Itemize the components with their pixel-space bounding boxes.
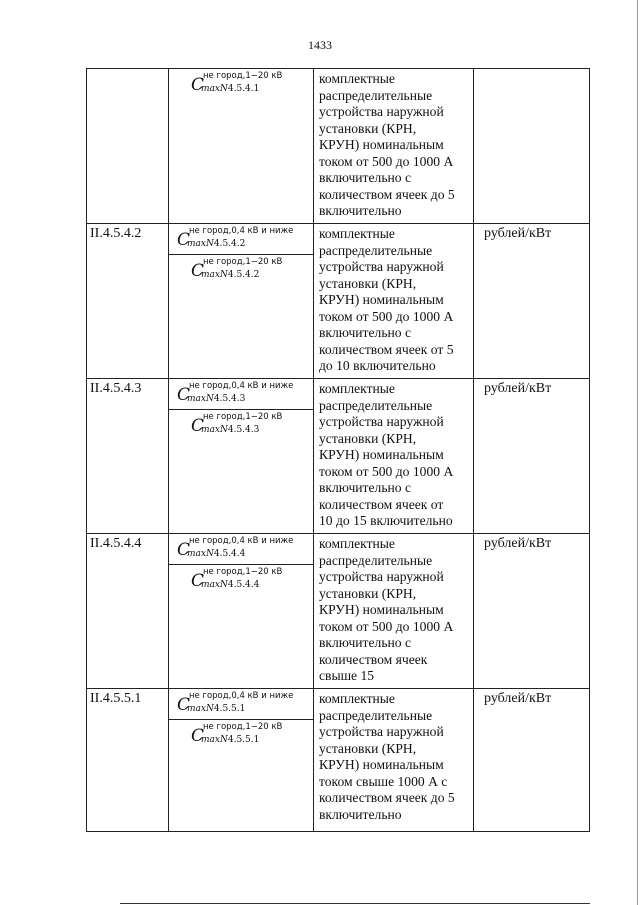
description-line: током от 500 до 1000 А bbox=[319, 308, 454, 324]
description-line: количеством ячеек от 5 bbox=[319, 341, 454, 357]
formula-subscript: maxN4.5.4.4 bbox=[201, 580, 260, 590]
formula-symbol: C bbox=[191, 416, 205, 436]
description-line: количеством ячеек до 5 bbox=[319, 186, 455, 202]
description-line: распределительные bbox=[319, 552, 433, 568]
row-unit: рублей/кВт bbox=[474, 689, 590, 832]
table-row bbox=[87, 69, 590, 224]
description-line: комплектные bbox=[319, 381, 395, 396]
description-line: КРУН) номинальным bbox=[319, 602, 444, 617]
description-line: включительно bbox=[319, 203, 402, 218]
row-code: II.4.5.4.2 bbox=[87, 224, 169, 379]
description-line: устройства наружной bbox=[319, 259, 444, 274]
table-row bbox=[87, 379, 590, 534]
description-line: включительно с bbox=[319, 480, 412, 495]
formula-cell bbox=[169, 224, 314, 379]
formula-superscript: не город,0,4 кВ и ниже bbox=[189, 226, 294, 236]
formula-subscript: maxN4.5.4.3 bbox=[187, 394, 246, 404]
description-line: распределительные bbox=[319, 707, 433, 723]
description-line: установки (КРН, bbox=[319, 120, 417, 136]
formula-superscript: не город,1−20 кВ bbox=[203, 71, 283, 81]
description-line: количеством ячеек от bbox=[319, 496, 444, 512]
description-line: включительно с bbox=[319, 635, 412, 650]
formula-subscript: maxN4.5.4.1 bbox=[201, 84, 260, 94]
formula-subscript: maxN4.5.4.2 bbox=[201, 270, 260, 280]
table-row bbox=[87, 534, 590, 689]
description-line: КРУН) номинальным bbox=[319, 292, 444, 307]
formula-symbol: C bbox=[177, 385, 191, 405]
description-line: током свыше 1000 А с bbox=[319, 773, 448, 789]
description-line: распределительные bbox=[319, 242, 433, 258]
formula bbox=[169, 69, 313, 99]
row-description bbox=[314, 379, 474, 534]
description-line: устройства наружной bbox=[319, 414, 444, 429]
description-line: устройства наружной bbox=[319, 569, 444, 584]
formula-symbol: C bbox=[177, 540, 191, 560]
description-line: током от 500 до 1000 А bbox=[319, 463, 454, 479]
description-line: включительно с bbox=[319, 325, 412, 340]
table-row bbox=[87, 689, 590, 832]
description-line: током от 500 до 1000 А bbox=[319, 153, 454, 169]
scan-artifact-line bbox=[637, 0, 638, 905]
description-line: до 10 включительно bbox=[319, 358, 436, 373]
formula-subscript: maxN4.5.4.2 bbox=[187, 239, 246, 249]
formula-cell bbox=[169, 69, 314, 224]
formula-cell bbox=[169, 379, 314, 534]
description-line: количеством ячеек до 5 bbox=[319, 790, 455, 805]
description-line: установки (КРН, bbox=[319, 275, 417, 291]
row-unit: рублей/кВт bbox=[474, 224, 590, 379]
formula bbox=[169, 224, 313, 254]
formula-subscript: maxN4.5.5.1 bbox=[187, 704, 246, 714]
description-line: включительно bbox=[319, 806, 402, 822]
description-line: включительно с bbox=[319, 170, 412, 185]
description-line: током от 500 до 1000 А bbox=[319, 618, 454, 634]
description-line: устройства наружной bbox=[319, 724, 444, 739]
description-line: установки (КРН, bbox=[319, 585, 417, 601]
description-line: количеством ячеек bbox=[319, 651, 428, 667]
row-unit bbox=[474, 69, 590, 224]
formula bbox=[169, 379, 313, 409]
tariff-table bbox=[86, 68, 590, 832]
description-line: 10 до 15 включительно bbox=[319, 513, 453, 528]
formula-superscript: не город,1−20 кВ bbox=[203, 412, 283, 422]
description-line: КРУН) номинальным bbox=[319, 447, 444, 462]
row-code: II.4.5.4.4 bbox=[87, 534, 169, 689]
page-number: 1433 bbox=[308, 38, 332, 52]
formula-superscript: не город,1−20 кВ bbox=[203, 257, 283, 267]
formula-subscript: maxN4.5.5.1 bbox=[201, 735, 260, 745]
description-line: КРУН) номинальным bbox=[319, 137, 444, 152]
formula-superscript: не город,0,4 кВ и ниже bbox=[189, 536, 294, 546]
formula-cell bbox=[169, 689, 314, 832]
formula-symbol: C bbox=[191, 571, 205, 591]
row-unit: рублей/кВт bbox=[474, 534, 590, 689]
row-description bbox=[314, 224, 474, 379]
description-line: распределительные bbox=[319, 87, 433, 103]
row-description bbox=[314, 534, 474, 689]
formula bbox=[169, 534, 313, 564]
description-line: распределительные bbox=[319, 397, 433, 413]
formula bbox=[169, 689, 313, 719]
row-code: II.4.5.4.3 bbox=[87, 379, 169, 534]
scan-artifact-line bbox=[120, 903, 590, 904]
row-unit: рублей/кВт bbox=[474, 379, 590, 534]
formula-superscript: не город,0,4 кВ и ниже bbox=[189, 381, 294, 391]
formula-symbol: C bbox=[177, 695, 191, 715]
description-line: устройства наружной bbox=[319, 104, 444, 119]
formula-superscript: не город,0,4 кВ и ниже bbox=[189, 691, 294, 701]
formula-symbol: C bbox=[177, 230, 191, 250]
formula bbox=[169, 409, 313, 440]
table-body bbox=[87, 69, 590, 832]
formula-subscript: maxN4.5.4.4 bbox=[187, 549, 246, 559]
row-description bbox=[314, 69, 474, 224]
description-line: комплектные bbox=[319, 71, 395, 86]
row-description bbox=[314, 689, 474, 832]
table-row bbox=[87, 224, 590, 379]
formula-symbol: C bbox=[191, 261, 205, 281]
formula-symbol: C bbox=[191, 75, 205, 95]
description-line: комплектные bbox=[319, 226, 395, 241]
description-line: комплектные bbox=[319, 536, 395, 551]
formula-subscript: maxN4.5.4.3 bbox=[201, 425, 260, 435]
formula-cell bbox=[169, 534, 314, 689]
formula bbox=[169, 564, 313, 595]
row-code: II.4.5.5.1 bbox=[87, 689, 169, 832]
formula-superscript: не город,1−20 кВ bbox=[203, 567, 283, 577]
description-line: установки (КРН, bbox=[319, 740, 417, 756]
description-line: свыше 15 bbox=[319, 668, 375, 683]
formula-superscript: не город,1−20 кВ bbox=[203, 722, 283, 732]
description-line: установки (КРН, bbox=[319, 430, 417, 446]
description-line: КРУН) номинальным bbox=[319, 757, 444, 772]
formula bbox=[169, 254, 313, 285]
formula bbox=[169, 719, 313, 750]
formula-symbol: C bbox=[191, 726, 205, 746]
row-code bbox=[87, 69, 169, 224]
description-line: комплектные bbox=[319, 691, 395, 706]
